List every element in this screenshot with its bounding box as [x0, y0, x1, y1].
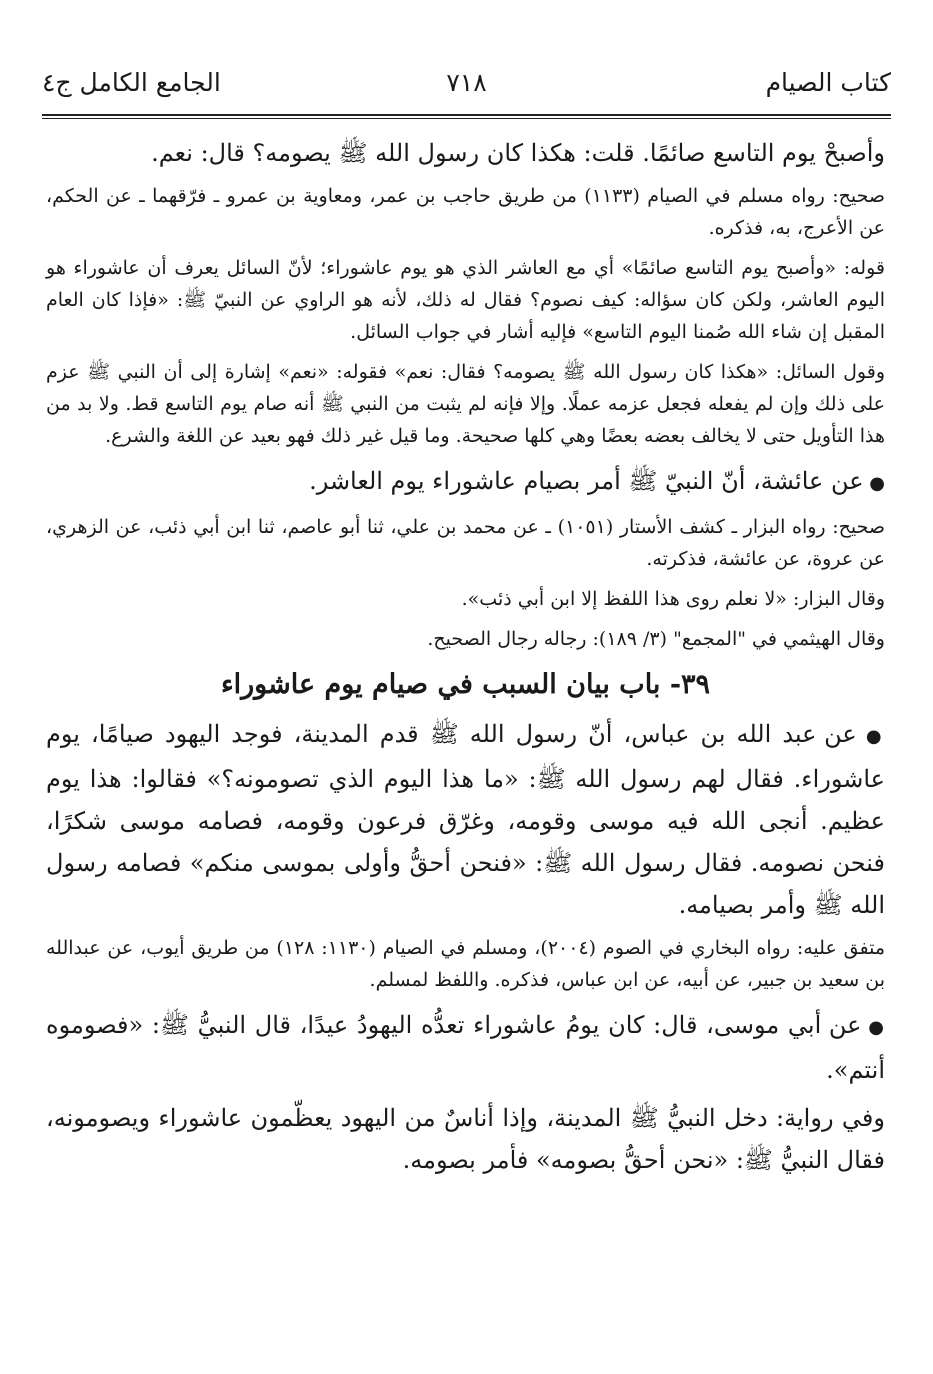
- paragraph-commentary: قوله: «وأصبح يوم التاسع صائمًا» أي مع العاشر الذي هو يوم عاشوراء؛ لأنّ السائل يعرف أن عاشوراء هو اليوم العاشر، ولكن كان سؤاله: كيف نصوم؟ فقال له ذلك، لأنه هو الراوي عن النبيّ ﷺ: «فإذا كان العام المقبل إن شاء الله صُمنا اليوم التاسع» فإليه أشار في جواب السائل.: [46, 257, 886, 343]
- header-book-title: الجامع الكامل ج٤: [42, 68, 221, 97]
- paragraph-hadith: ● عن عبد الله بن عباس، أنّ رسول الله ﷺ قدم المدينة، فوجد اليهود صيامًا، يوم عاشوراء. فقال لهم رسول الله ﷺ: «ما هذا اليوم الذي تصومونه؟» فقالوا: هذا يوم عظيم. أنجى الله فيه موسى وقومه، وغرّق فرعون وقومه، فصامه موسى شكرًا، فنحن نصومه. فقال رسول الله ﷺ: «فنحن أحقُّ وأولى بموسى منكم» فصامه رسول الله ﷺ وأمر بصيامه.: [46, 713, 885, 926]
- paragraph-takhrij: صحيح: رواه البزار ـ كشف الأستار (١٠٥١) ـ عن محمد بن علي، ثنا أبو عاصم، ثنا ابن أبي ذئب، عن الزهري، عن عروة، عن عائشة، فذكرته.: [46, 516, 886, 570]
- header-rule-thin: [42, 118, 891, 119]
- header-chapter-title: كتاب الصيام: [765, 68, 891, 97]
- paragraph-note: وقال الهيثمي في "المجمع" (٣/ ١٨٩): رجاله رجال الصحيح.: [427, 628, 885, 650]
- page-number: ٧١٨: [446, 68, 487, 97]
- paragraph-riwaya: وفي رواية: دخل النبيُّ ﷺ المدينة، وإذا أناسٌ من اليهود يعظّمون عاشوراء ويصومونه، فقال النبيُّ ﷺ: «نحن أحقُّ بصومه» فأمر بصومه.: [46, 1104, 885, 1174]
- paragraph-hadith-continuation: وأصبحْ يوم التاسع صائمًا. قلت: هكذا كان رسول الله ﷺ يصومه؟ قال: نعم.: [151, 139, 885, 167]
- paragraph-commentary: وقول السائل: «هكذا كان رسول الله ﷺ يصومه؟ فقال: نعم» فقوله: «نعم» إشارة إلى أن النبي ﷺ عزم على ذلك وإن لم يفعله فجعل عزمه عملًا. وإلا فإنه لم يثبت من النبي ﷺ أنه صام يوم التاسع قط. ولا بد من هذا التأويل حتى لا يخالف بعضه بعضًا وهي كلها صحيحة. وما قيل غير ذلك فهو بعيد عن اللغة والشرع.: [46, 361, 885, 447]
- section-heading: ٣٩- باب بيان السبب في صيام يوم عاشوراء: [220, 669, 711, 700]
- page-body: [46, 132, 885, 1187]
- header-rule: [42, 114, 891, 116]
- paragraph-note: وقال البزار: «لا نعلم روى هذا اللفظ إلا ابن أبي ذئب».: [461, 588, 885, 610]
- paragraph-hadith: ● عن عائشة، أنّ النبيّ ﷺ أمر بصيام عاشوراء يوم العاشر.: [46, 460, 885, 505]
- paragraph-takhrij: متفق عليه: رواه البخاري في الصوم (٢٠٠٤)، ومسلم في الصيام (١١٣٠: ١٢٨) من طريق أيوب، عن عبدالله بن سعيد بن جبير، عن أبيه، عن ابن عباس، فذكره. واللفظ لمسلم.: [46, 937, 885, 991]
- paragraph-takhrij: صحيح: رواه مسلم في الصيام (١١٣٣) من طريق حاجب بن عمر، ومعاوية بن عمرو ـ فرّقهما ـ عن الحكم، عن الأعرج، به، فذكره.: [46, 185, 885, 239]
- page-header: [42, 62, 891, 106]
- paragraph-hadith: ● عن أبي موسى، قال: كان يومُ عاشوراء تعدُّه اليهودُ عيدًا، قال النبيُّ ﷺ: «فصوموه أنتم».: [46, 1004, 885, 1091]
